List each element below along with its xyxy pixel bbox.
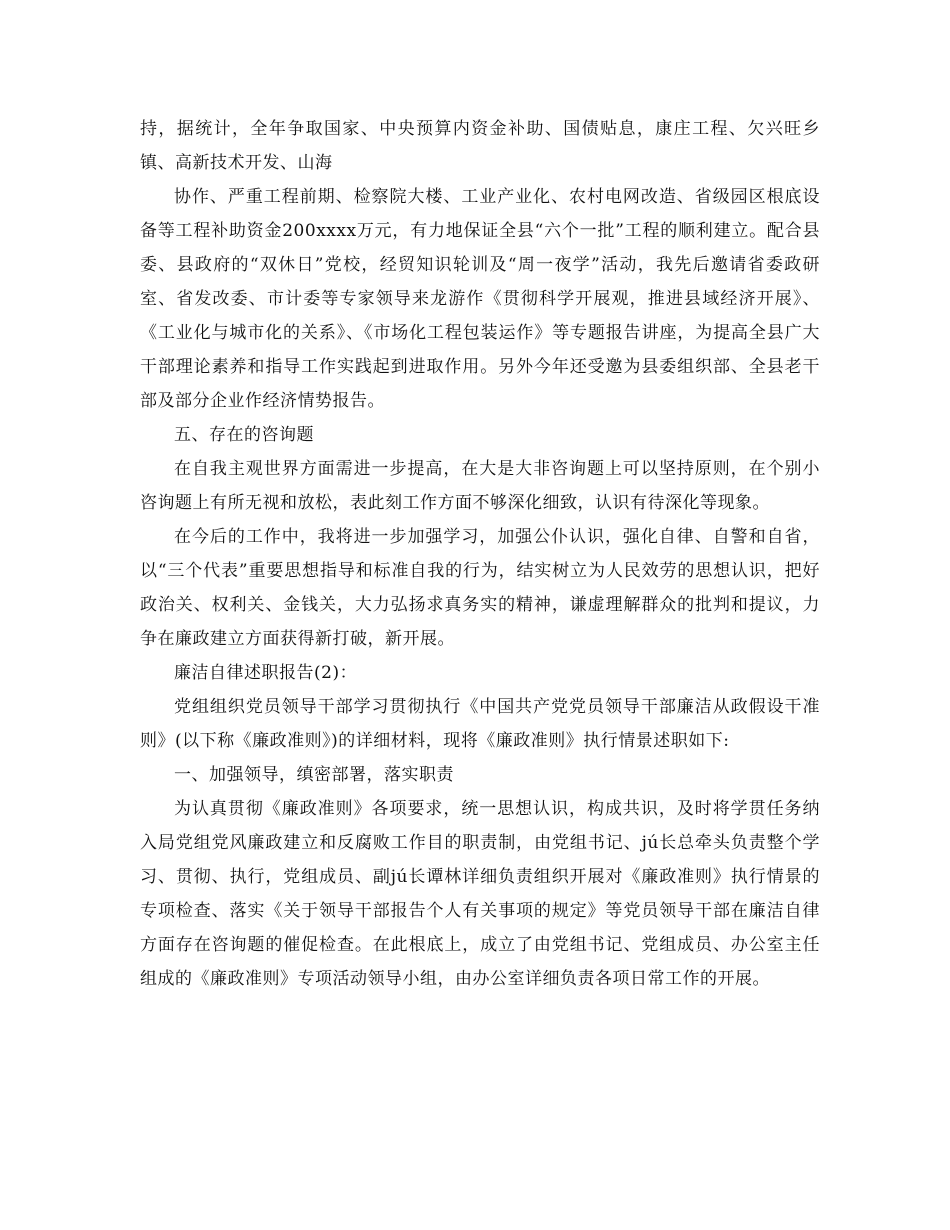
document-body [140,112,820,996]
section-heading-problems: 五、存在的咨询题 [174,425,314,445]
paragraph-future-work: 在今后的工作中，我将进一步加强学习，加强公仆认识，强化自律、自警和自省，以“三个代表”重要思想指导和标准自我的行为，结实树立为人民效劳的思想认识，把好政治关、权利关、金钱关，大力弘扬求真务实的精神，谦虚理解群众的批判和提议，力争在廉政建立方面获得新打破，新开展。 [140,527,820,649]
paragraph-funding: 协作、严重工程前期、检察院大楼、工业产业化、农村电网改造、省级园区根底设备等工程补助资金200xxxx万元，有力地保证全县“六个一批”工程的顺利建立。配合县委、县政府的“双休日”党校，经贸知识轮训及“周一夜学”活动，我先后邀请省委政研室、省发改委、市计委等专家领导来龙游作《贯彻科学开展观，推进县域经济开展》、《工业化与城市化的关系》、《市场化工程包装运作》等专题报告讲座，为提高全县广大干部理论素养和指导工作实践起到进取作用。另外今年还受邀为县委组织部、全县老干部及部分企业作经济情势报告。 [140,187,820,411]
paragraph-leadership: 为认真贯彻《廉政准则》各项要求，统一思想认识，构成共识，及时将学贯任务纳入局党组党风廉政建立和反腐败工作目的职责制，由党组书记、jú长总牵头负责整个学习、贯彻、执行，党组成员、副jú长谭林详细负责组织开展对《廉政准则》执行情景的专项检查、落实《关于领导干部报告个人有关事项的规定》等党员领导干部在廉洁自律方面存在咨询题的催促检查。在此根底上，成立了由党组书记、党组成员、办公室主任组成的《廉政准则》专项活动领导小组，由办公室详细负责各项日常工作的开展。 [140,799,820,989]
section-heading-leadership: 一、加强领导，缜密部署，落实职责 [174,765,454,785]
paragraph-intro-2: 党组组织党员领导干部学习贯彻执行《中国共产党党员领导干部廉洁从政假设干准则》(以下称《廉政准则》)的详细材料，现将《廉政准则》执行情景述职如下: [140,697,820,751]
paragraph-continuation: 持，据统计，全年争取国家、中央预算内资金补助、国债贴息，康庄工程、欠兴旺乡镇、高新技术开发、山海 [140,119,820,173]
report-title-2: 廉洁自律述职报告(2)： [174,663,358,683]
paragraph-problems: 在自我主观世界方面需进一步提高，在大是大非咨询题上可以坚持原则，在个别小咨询题上有所无视和放松，表此刻工作方面不够深化细致，认识有待深化等现象。 [140,459,820,513]
